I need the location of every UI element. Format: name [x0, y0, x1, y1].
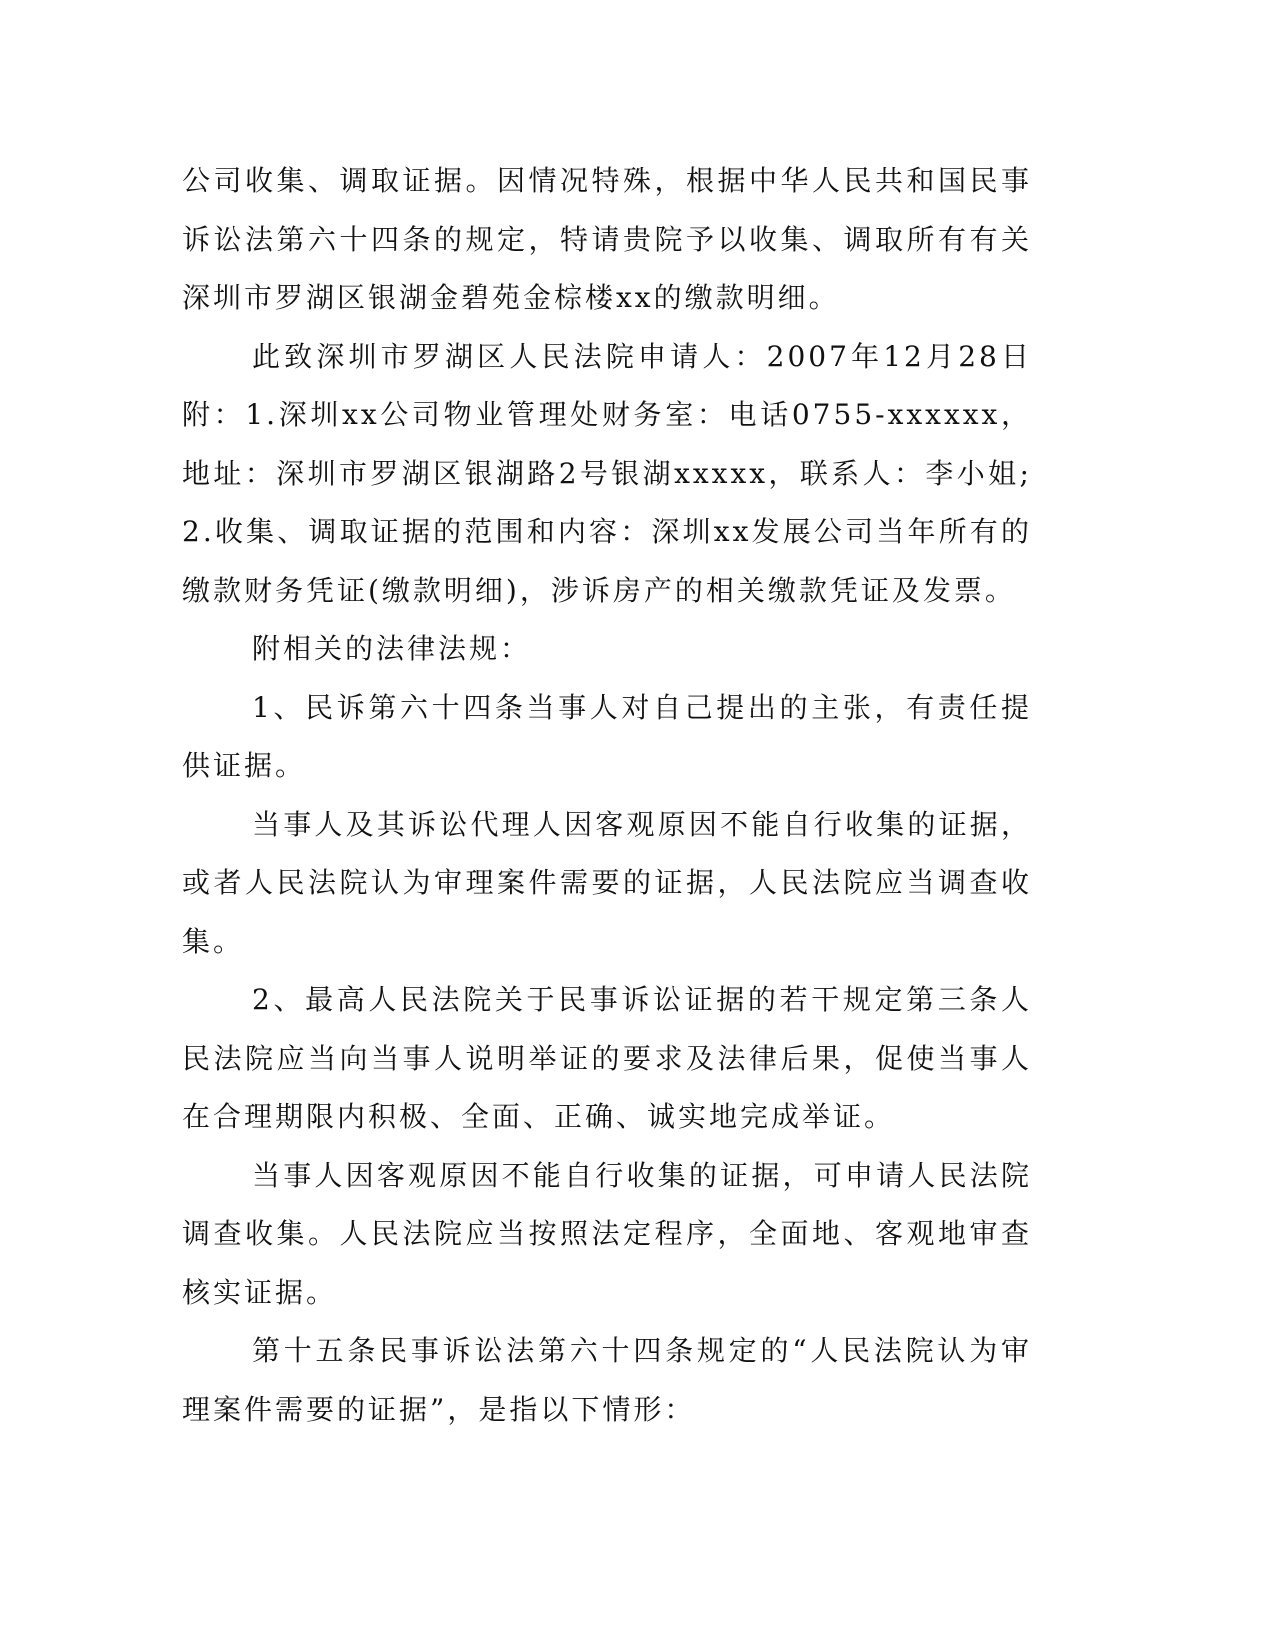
document-body [182, 152, 1032, 1439]
paragraph-article-15: 第十五条民事诉讼法第六十四条规定的“人民法院认为审理案件需要的证据”，是指以下情形： [182, 1334, 1032, 1426]
paragraph-law-item-1: 1、民诉第六十四条当事人对自己提出的主张，有责任提供证据。 [182, 690, 1032, 782]
paragraph-law-item-2: 2、最高人民法院关于民事诉讼证据的若干规定第三条人民法院应当向当事人说明举证的要求及法律后果，促使当事人在合理期限内积极、全面、正确、诚实地完成举证。 [182, 983, 1032, 1133]
paragraph-request-continuation: 公司收集、调取证据。因情况特殊，根据中华人民共和国民事诉讼法第六十四条的规定，特请贵院予以收集、调取所有有关深圳市罗湖区银湖金碧苑金棕楼xx的缴款明细。 [182, 164, 1032, 314]
paragraph-closing-and-attachments: 此致深圳市罗湖区人民法院申请人：2007年12月28日附：1.深圳xx公司物业管理处财务室：电话0755-xxxxxx，地址：深圳市罗湖区银湖路2号银湖xxxxx，联系人：李小姐;2.收集、调取证据的范围和内容：深圳xx发展公司当年所有的缴款财务凭证(缴款明细)，涉诉房产的相关缴款凭证及发票。 [182, 339, 1032, 607]
paragraph-laws-heading: 附相关的法律法规： [252, 632, 532, 665]
paragraph-law-item-1-detail: 当事人及其诉讼代理人因客观原因不能自行收集的证据，或者人民法院认为审理案件需要的证据，人民法院应当调查收集。 [182, 807, 1032, 958]
paragraph-law-item-2-detail: 当事人因客观原因不能自行收集的证据，可申请人民法院调查收集。人民法院应当按照法定程序，全面地、客观地审查核实证据。 [182, 1158, 1032, 1309]
